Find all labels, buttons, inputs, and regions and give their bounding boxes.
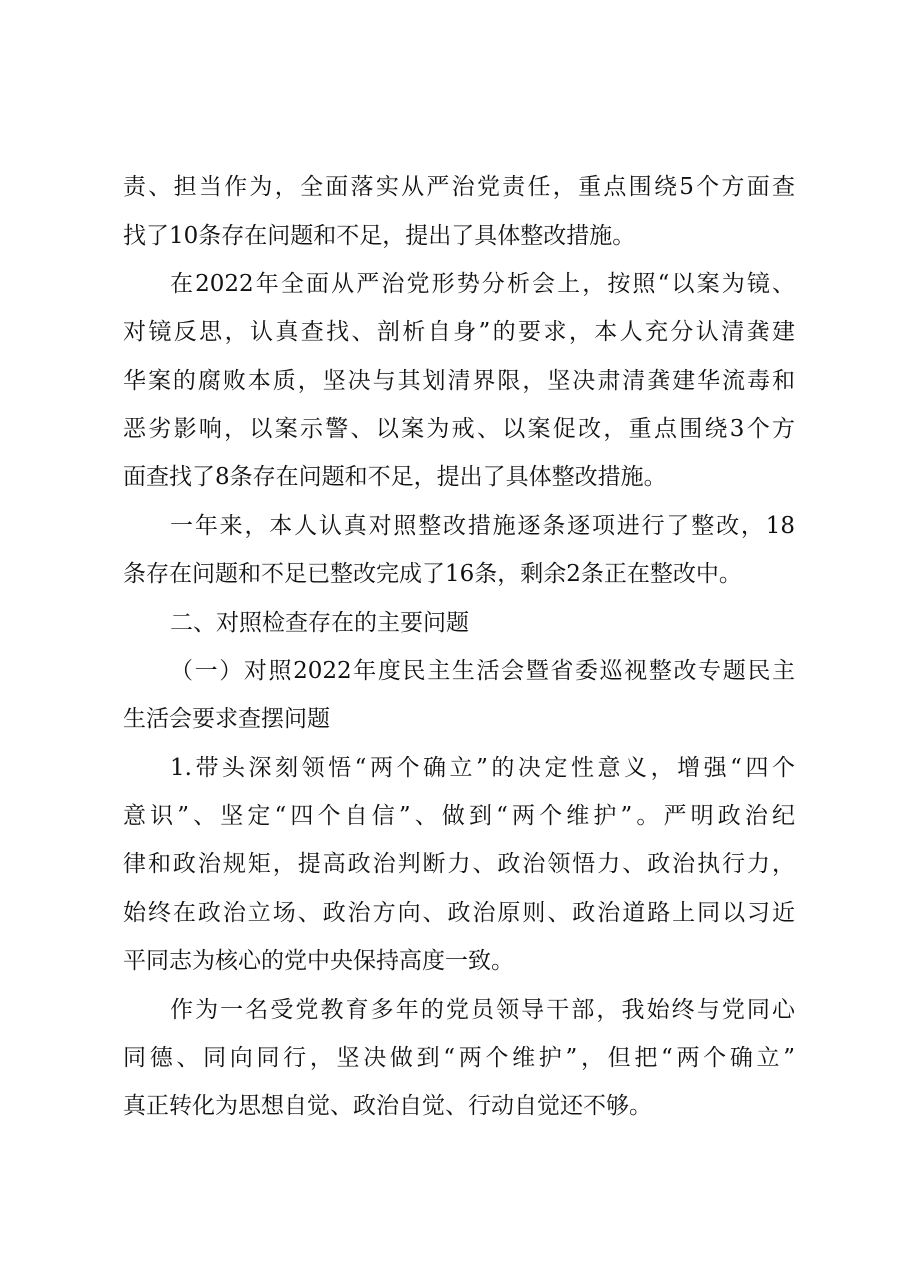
text-line-3: 在2022年全面从严治党形势分析会上，按照“以案为镜、 — [170, 271, 795, 297]
text-line-17: 平同志为核心的党中央保持高度一致。 — [123, 948, 514, 974]
text-line-18: 作为一名受党教育多年的党员领导干部，我始终与党同心 — [170, 997, 795, 1023]
text-line-9: 条存在问题和不足已整改完成了16条，剩余2条正在整改中。 — [123, 561, 742, 587]
text-line-1: 责、担当作为，全面落实从严治党责任，重点围绕5个方面查 — [123, 174, 795, 200]
subsection-heading-line-1: （一）对照2022年度民主生活会暨省委巡视整改专题民主 — [170, 658, 795, 684]
text-line-8: 一年来，本人认真对照整改措施逐条逐项进行了整改，18 — [170, 513, 795, 539]
text-line-19: 同德、同向同行，坚决做到“两个维护”，但把“两个确立” — [123, 1045, 795, 1071]
section-heading: 二、对照检查存在的主要问题 — [170, 610, 469, 636]
text-line-2: 找了10条存在问题和不足，提出了具体整改措施。 — [123, 223, 636, 249]
subsection-heading-line-2: 生活会要求查摆问题 — [123, 706, 330, 732]
text-line-14: 意识”、坚定“四个自信”、做到“两个维护”。严明政治纪 — [123, 803, 795, 829]
text-line-16: 始终在政治立场、政治方向、政治原则、政治道路上同以习近 — [123, 900, 795, 926]
text-line-13: 1.带头深刻领悟“两个确立”的决定性意义，增强“四个 — [170, 755, 795, 781]
text-line-5: 华案的腐败本质，坚决与其划清界限，坚决肃清龚建华流毒和 — [123, 368, 795, 394]
text-line-15: 律和政治规矩，提高政治判断力、政治领悟力、政治执行力， — [123, 851, 795, 877]
text-line-20: 真正转化为思想自觉、政治自觉、行动自觉还不够。 — [123, 1093, 652, 1119]
text-line-4: 对镜反思，认真查找、剖析自身”的要求，本人充分认清龚建 — [123, 319, 795, 345]
text-line-6: 恶劣影响，以案示警、以案为戒、以案促改，重点围绕3个方 — [123, 416, 795, 442]
text-line-7: 面查找了8条存在问题和不足，提出了具体整改措施。 — [123, 464, 667, 490]
